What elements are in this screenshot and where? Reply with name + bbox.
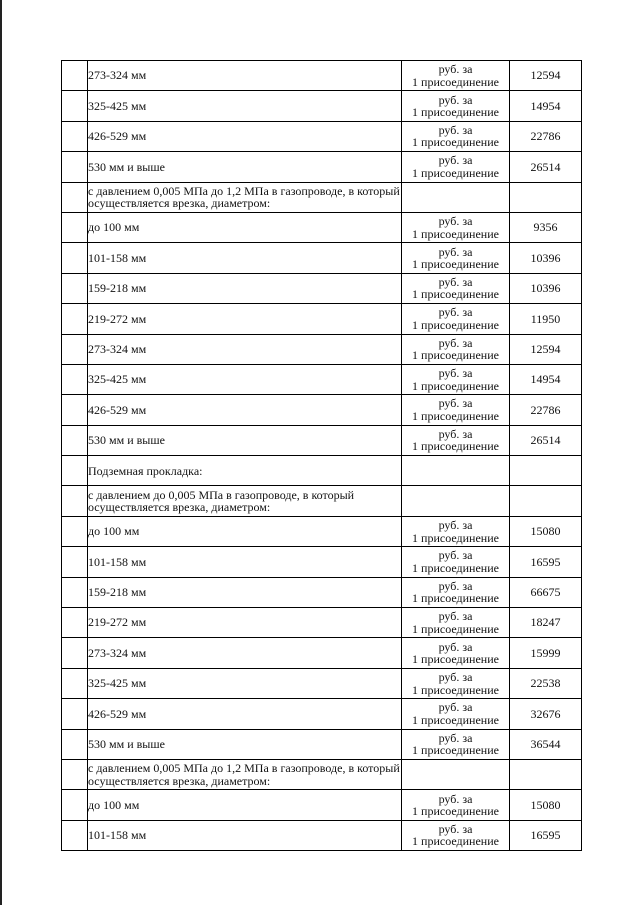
- unit-label-line2: 1 присоединение: [412, 135, 499, 150]
- price-cell: 16595: [510, 820, 582, 850]
- unit-cell: [402, 61, 510, 91]
- index-cell: [62, 759, 88, 789]
- diameter-cell: 325-425 мм: [88, 91, 402, 121]
- unit-label-line2: 1 присоединение: [412, 712, 499, 727]
- unit-cell: [402, 182, 510, 212]
- price-cell: 26514: [510, 152, 582, 182]
- diameter-cell: 219-272 мм: [88, 304, 402, 334]
- heading-row: [62, 486, 582, 516]
- unit-label-line1: руб. за: [438, 609, 473, 624]
- index-cell: [62, 668, 88, 698]
- diameter-cell: 273-324 мм: [88, 61, 402, 91]
- diameter-cell: до 100 мм: [88, 212, 402, 242]
- price-cell: 10396: [510, 273, 582, 303]
- unit-label-line2: 1 присоединение: [412, 652, 499, 667]
- price-cell: 22786: [510, 121, 582, 151]
- index-cell: [62, 304, 88, 334]
- price-cell: [510, 759, 582, 789]
- price-cell: [510, 182, 582, 212]
- pressure-heading: с давлением 0,005 МПа до 1,2 МПа в газопроводе, в который осуществляется врезка, диаметром:: [88, 759, 402, 789]
- price-cell: 11950: [510, 304, 582, 334]
- table-row: [62, 364, 582, 394]
- unit-label-line2: 1 присоединение: [412, 621, 499, 636]
- price-cell: 36544: [510, 729, 582, 759]
- unit-cell: [402, 608, 510, 638]
- unit-cell: [402, 790, 510, 820]
- index-cell: [62, 91, 88, 121]
- unit-cell: [402, 759, 510, 789]
- unit-label-line2: 1 присоединение: [412, 287, 499, 302]
- unit-cell: [402, 425, 510, 455]
- unit-label-line2: 1 присоединение: [412, 74, 499, 89]
- index-cell: [62, 790, 88, 820]
- diameter-cell: до 100 мм: [88, 790, 402, 820]
- table-row: [62, 790, 582, 820]
- unit-label-line2: 1 присоединение: [412, 560, 499, 575]
- unit-label-line1: руб. за: [438, 730, 473, 745]
- unit-label-line2: 1 присоединение: [412, 682, 499, 697]
- index-cell: [62, 820, 88, 850]
- unit-cell: [402, 395, 510, 425]
- unit-label-line2: 1 присоединение: [412, 530, 499, 545]
- unit-label-line2: 1 присоединение: [412, 317, 499, 332]
- unit-label-line2: 1 присоединение: [412, 408, 499, 423]
- price-cell: 15999: [510, 638, 582, 668]
- price-cell: 66675: [510, 577, 582, 607]
- unit-label-line1: руб. за: [438, 791, 473, 806]
- table-row: [62, 425, 582, 455]
- unit-label-line1: руб. за: [438, 670, 473, 684]
- unit-label-line1: руб. за: [438, 122, 473, 137]
- unit-cell: [402, 577, 510, 607]
- unit-cell: [402, 91, 510, 121]
- diameter-cell: 530 мм и выше: [88, 729, 402, 759]
- unit-label-line1: руб. за: [438, 518, 473, 533]
- table-row: [62, 334, 582, 364]
- unit-label-line1: руб. за: [438, 548, 473, 563]
- unit-cell: [402, 729, 510, 759]
- table-row: [62, 395, 582, 425]
- index-cell: [62, 364, 88, 394]
- diameter-cell: 325-425 мм: [88, 364, 402, 394]
- index-cell: [62, 547, 88, 577]
- price-cell: 16595: [510, 547, 582, 577]
- diameter-cell: 530 мм и выше: [88, 152, 402, 182]
- price-cell: 9356: [510, 212, 582, 242]
- table-row: [62, 729, 582, 759]
- diameter-cell: 101-158 мм: [88, 820, 402, 850]
- table-row: [62, 273, 582, 303]
- unit-cell: [402, 273, 510, 303]
- unit-label-line1: руб. за: [438, 578, 473, 593]
- pressure-heading: с давлением до 0,005 МПа в газопроводе, в который осуществляется врезка, диаметром:: [88, 486, 402, 516]
- unit-label-line1: руб. за: [438, 274, 473, 289]
- price-cell: 10396: [510, 243, 582, 273]
- table-row: [62, 243, 582, 273]
- unit-cell: [402, 212, 510, 242]
- index-cell: [62, 334, 88, 364]
- price-cell: 26514: [510, 425, 582, 455]
- heading-row: [62, 759, 582, 789]
- price-cell: 14954: [510, 364, 582, 394]
- index-cell: [62, 273, 88, 303]
- unit-label-line1: руб. за: [438, 305, 473, 320]
- page-left-edge: [0, 0, 2, 905]
- index-cell: [62, 486, 88, 516]
- index-cell: [62, 395, 88, 425]
- unit-label-line2: 1 присоединение: [412, 439, 499, 454]
- unit-label-line2: 1 присоединение: [412, 591, 499, 606]
- price-cell: [510, 456, 582, 486]
- price-cell: 12594: [510, 61, 582, 91]
- index-cell: [62, 152, 88, 182]
- index-cell: [62, 608, 88, 638]
- diameter-cell: 159-218 мм: [88, 273, 402, 303]
- diameter-cell: 530 мм и выше: [88, 425, 402, 455]
- unit-cell: [402, 668, 510, 698]
- index-cell: [62, 577, 88, 607]
- price-cell: 22786: [510, 395, 582, 425]
- unit-cell: [402, 334, 510, 364]
- unit-label-line1: руб. за: [438, 366, 473, 381]
- unit-label-line1: руб. за: [438, 244, 473, 259]
- unit-label-line2: 1 присоединение: [412, 743, 499, 758]
- table-row: [62, 304, 582, 334]
- unit-label-line2: 1 присоединение: [412, 105, 499, 120]
- price-table: [61, 60, 582, 851]
- unit-label-line2: 1 присоединение: [412, 348, 499, 363]
- diameter-cell: 159-218 мм: [88, 577, 402, 607]
- table-row: [62, 608, 582, 638]
- unit-label-line1: руб. за: [438, 335, 473, 350]
- table-row: [62, 61, 582, 91]
- price-cell: 12594: [510, 334, 582, 364]
- diameter-cell: 325-425 мм: [88, 668, 402, 698]
- unit-label-line2: 1 присоединение: [412, 804, 499, 819]
- unit-cell: [402, 486, 510, 516]
- diameter-cell: 426-529 мм: [88, 121, 402, 151]
- unit-label-line1: руб. за: [438, 214, 473, 229]
- unit-label-line2: 1 присоединение: [412, 226, 499, 241]
- pressure-heading: с давлением 0,005 МПа до 1,2 МПа в газопроводе, в который осуществляется врезка, диаметром:: [88, 182, 402, 212]
- index-cell: [62, 638, 88, 668]
- table-row: [62, 516, 582, 546]
- unit-label-line1: руб. за: [438, 639, 473, 654]
- unit-label-line1: руб. за: [438, 62, 473, 77]
- diameter-cell: 273-324 мм: [88, 638, 402, 668]
- diameter-cell: 273-324 мм: [88, 334, 402, 364]
- index-cell: [62, 729, 88, 759]
- diameter-cell: 101-158 мм: [88, 243, 402, 273]
- unit-cell: [402, 699, 510, 729]
- index-cell: [62, 516, 88, 546]
- index-cell: [62, 699, 88, 729]
- table-row: [62, 91, 582, 121]
- index-cell: [62, 182, 88, 212]
- unit-cell: [402, 820, 510, 850]
- unit-cell: [402, 547, 510, 577]
- unit-label-line2: 1 присоединение: [412, 378, 499, 393]
- table-row: [62, 638, 582, 668]
- unit-cell: [402, 243, 510, 273]
- table-row: [62, 121, 582, 151]
- unit-cell: [402, 152, 510, 182]
- price-cell: [510, 486, 582, 516]
- table-row: [62, 212, 582, 242]
- table-row: [62, 577, 582, 607]
- unit-label-line1: руб. за: [438, 92, 473, 107]
- unit-cell: [402, 364, 510, 394]
- unit-cell: [402, 121, 510, 151]
- unit-label-line1: руб. за: [438, 700, 473, 715]
- index-cell: [62, 425, 88, 455]
- heading-row: [62, 182, 582, 212]
- unit-label-line1: руб. за: [438, 426, 473, 441]
- diameter-cell: 101-158 мм: [88, 547, 402, 577]
- unit-label-line1: руб. за: [438, 396, 473, 411]
- index-cell: [62, 212, 88, 242]
- diameter-cell: 219-272 мм: [88, 608, 402, 638]
- price-table-body: [62, 61, 582, 851]
- price-cell: 14954: [510, 91, 582, 121]
- section-title: Подземная прокладка:: [88, 456, 402, 486]
- index-cell: [62, 61, 88, 91]
- table-row: [62, 699, 582, 729]
- index-cell: [62, 121, 88, 151]
- unit-cell: [402, 304, 510, 334]
- unit-cell: [402, 456, 510, 486]
- diameter-cell: 426-529 мм: [88, 699, 402, 729]
- price-cell: 22538: [510, 668, 582, 698]
- section-row: [62, 456, 582, 486]
- table-row: [62, 668, 582, 698]
- unit-label-line1: руб. за: [438, 821, 473, 836]
- table-row: [62, 152, 582, 182]
- diameter-cell: 426-529 мм: [88, 395, 402, 425]
- table-row: [62, 547, 582, 577]
- unit-label-line2: 1 присоединение: [412, 257, 499, 272]
- unit-cell: [402, 638, 510, 668]
- price-cell: 15080: [510, 790, 582, 820]
- unit-cell: [402, 516, 510, 546]
- unit-label-line2: 1 присоединение: [412, 834, 499, 849]
- price-cell: 15080: [510, 516, 582, 546]
- index-cell: [62, 243, 88, 273]
- index-cell: [62, 456, 88, 486]
- diameter-cell: до 100 мм: [88, 516, 402, 546]
- price-cell: 32676: [510, 699, 582, 729]
- table-row: [62, 820, 582, 850]
- price-cell: 18247: [510, 608, 582, 638]
- unit-label-line2: 1 присоединение: [412, 165, 499, 180]
- unit-label-line1: руб. за: [438, 153, 473, 168]
